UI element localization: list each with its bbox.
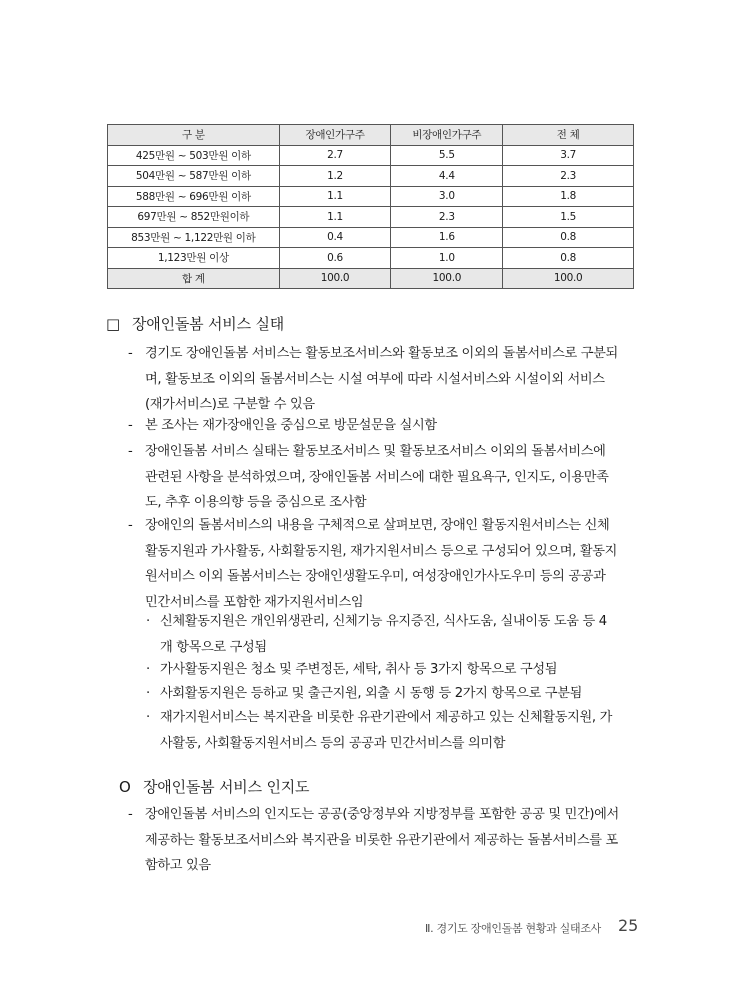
cell-value: 0.6 bbox=[279, 248, 391, 269]
dash-bullet: - bbox=[128, 807, 133, 822]
cell-value: 4.4 bbox=[391, 166, 503, 187]
table-row bbox=[108, 227, 634, 248]
paragraph bbox=[128, 802, 636, 879]
header-category: 구 분 bbox=[108, 125, 280, 146]
cell-value: 1.1 bbox=[279, 186, 391, 207]
table-header-row bbox=[108, 125, 634, 146]
cell-value: 1.0 bbox=[391, 248, 503, 269]
total-value: 100.0 bbox=[391, 268, 503, 289]
header-disabled-householder: 장애인가구주 bbox=[279, 125, 391, 146]
dash-bullet: - bbox=[128, 518, 133, 533]
section-title: 장애인돌봄 서비스 인지도 bbox=[143, 778, 310, 796]
dot-bullet: · bbox=[146, 686, 150, 701]
section-heading-awareness bbox=[119, 776, 309, 797]
text-line: 관련된 사항을 분석하였으며, 장애인돌봄 서비스에 대한 필요욕구, 인지도, 이용만족 bbox=[145, 469, 609, 485]
cell-value: 1.1 bbox=[279, 207, 391, 228]
text-line: (재가서비스)로 구분할 수 있음 bbox=[145, 397, 315, 412]
table-row bbox=[108, 248, 634, 269]
cell-value: 5.5 bbox=[391, 145, 503, 166]
cell-value: 0.4 bbox=[279, 227, 391, 248]
cell-value: 3.7 bbox=[503, 145, 634, 166]
table-row bbox=[108, 166, 634, 187]
row-label: 588만원 ~ 696만원 이하 bbox=[108, 186, 280, 207]
row-label: 504만원 ~ 587만원 이하 bbox=[108, 166, 280, 187]
text-line: 개 항목으로 구성됨 bbox=[160, 639, 267, 655]
bullet-item bbox=[146, 657, 636, 683]
circle-bullet-icon: O bbox=[119, 778, 131, 796]
text-line: 신체활동지원은 개인위생관리, 신체기능 유지증진, 식사도움, 실내이동 도움 등 4 bbox=[160, 614, 607, 629]
dash-bullet: - bbox=[128, 444, 133, 459]
paragraph bbox=[128, 439, 636, 516]
bullet-item bbox=[146, 681, 636, 707]
table-row bbox=[108, 186, 634, 207]
header-total: 전 체 bbox=[503, 125, 634, 146]
dash-bullet: - bbox=[128, 418, 133, 433]
text-line: 도, 추후 이용의향 등을 중심으로 조사함 bbox=[145, 495, 367, 510]
text-line: 함하고 있음 bbox=[145, 858, 211, 873]
text-line: 가사활동지원은 청소 및 주변정돈, 세탁, 취사 등 3가지 항목으로 구성됨 bbox=[160, 662, 558, 677]
cell-value: 2.3 bbox=[503, 166, 634, 187]
cell-value: 1.5 bbox=[503, 207, 634, 228]
cell-value: 1.2 bbox=[279, 166, 391, 187]
cell-value: 2.3 bbox=[391, 207, 503, 228]
row-label: 853만원 ~ 1,122만원 이하 bbox=[108, 227, 280, 248]
section-title: 장애인돌봄 서비스 실태 bbox=[132, 315, 285, 333]
total-label: 합 계 bbox=[108, 268, 280, 289]
text-line: 사활동, 사회활동지원서비스 등의 공공과 민간서비스를 의미함 bbox=[160, 735, 506, 751]
row-label: 697만원 ~ 852만원이하 bbox=[108, 207, 280, 228]
running-footer: Ⅱ. 경기도 장애인돌봄 현황과 실태조사 bbox=[425, 922, 601, 935]
dot-bullet: · bbox=[146, 614, 150, 629]
table-row bbox=[108, 145, 634, 166]
text-line: 재가지원서비스는 복지관을 비롯한 유관기관에서 제공하고 있는 신체활동지원, 가 bbox=[160, 710, 612, 725]
text-line: 원서비스 이외 돌봄서비스는 장애인생활도우미, 여성장애인가사도우미 등의 공공과 bbox=[145, 569, 606, 584]
total-value: 100.0 bbox=[503, 268, 634, 289]
row-label: 1,123만원 이상 bbox=[108, 248, 280, 269]
paragraph bbox=[128, 513, 636, 615]
section-heading-status bbox=[106, 313, 284, 334]
text-line: 며, 활동보조 이외의 돌봄서비스는 시설 여부에 따라 시설서비스와 시설이외 서비스 bbox=[145, 371, 605, 387]
text-line: 활동지원과 가사활동, 사회활동지원, 재가지원서비스 등으로 구성되어 있으며, 활동지 bbox=[145, 543, 618, 559]
cell-value: 0.8 bbox=[503, 227, 634, 248]
bullet-item bbox=[146, 705, 636, 756]
text-line: 사회활동지원은 등하교 및 출근지원, 외출 시 동행 등 2가지 항목으로 구분됨 bbox=[160, 686, 582, 701]
page-number: 25 bbox=[618, 916, 639, 935]
cell-value: 1.8 bbox=[503, 186, 634, 207]
bullet-item bbox=[146, 609, 636, 660]
text-line: 경기도 장애인돌봄 서비스는 활동보조서비스와 활동보조 이외의 돌봄서비스로 구분되 bbox=[145, 346, 618, 361]
table-total-row bbox=[108, 268, 634, 289]
paragraph bbox=[128, 413, 636, 439]
total-value: 100.0 bbox=[279, 268, 391, 289]
cell-value: 0.8 bbox=[503, 248, 634, 269]
cell-value: 3.0 bbox=[391, 186, 503, 207]
cell-value: 1.6 bbox=[391, 227, 503, 248]
income-distribution-table bbox=[107, 124, 634, 289]
header-nondisabled-householder: 비장애인가구주 bbox=[391, 125, 503, 146]
row-label: 425만원 ~ 503만원 이하 bbox=[108, 145, 280, 166]
table-row bbox=[108, 207, 634, 228]
dot-bullet: · bbox=[146, 710, 150, 725]
text-line: 제공하는 활동보조서비스와 복지관을 비롯한 유관기관에서 제공하는 돌봄서비스를 포 bbox=[145, 832, 618, 848]
cell-value: 2.7 bbox=[279, 145, 391, 166]
paragraph bbox=[128, 341, 636, 418]
text-line: 장애인돌봄 서비스 실태는 활동보조서비스 및 활동보조서비스 이외의 돌봄서비스에 bbox=[145, 444, 606, 459]
dash-bullet: - bbox=[128, 346, 133, 361]
text-line: 본 조사는 재가장애인을 중심으로 방문설문을 실시함 bbox=[145, 418, 437, 433]
text-line: 장애인의 돌봄서비스의 내용을 구체적으로 살펴보면, 장애인 활동지원서비스는 신체 bbox=[145, 518, 610, 533]
dot-bullet: · bbox=[146, 662, 150, 677]
text-line: 장애인돌봄 서비스의 인지도는 공공(중앙정부와 지방정부를 포함한 공공 및 민간)에서 bbox=[145, 807, 619, 822]
square-bullet-icon: □ bbox=[106, 315, 120, 333]
text-line: 민간서비스를 포함한 재가지원서비스임 bbox=[145, 594, 364, 610]
